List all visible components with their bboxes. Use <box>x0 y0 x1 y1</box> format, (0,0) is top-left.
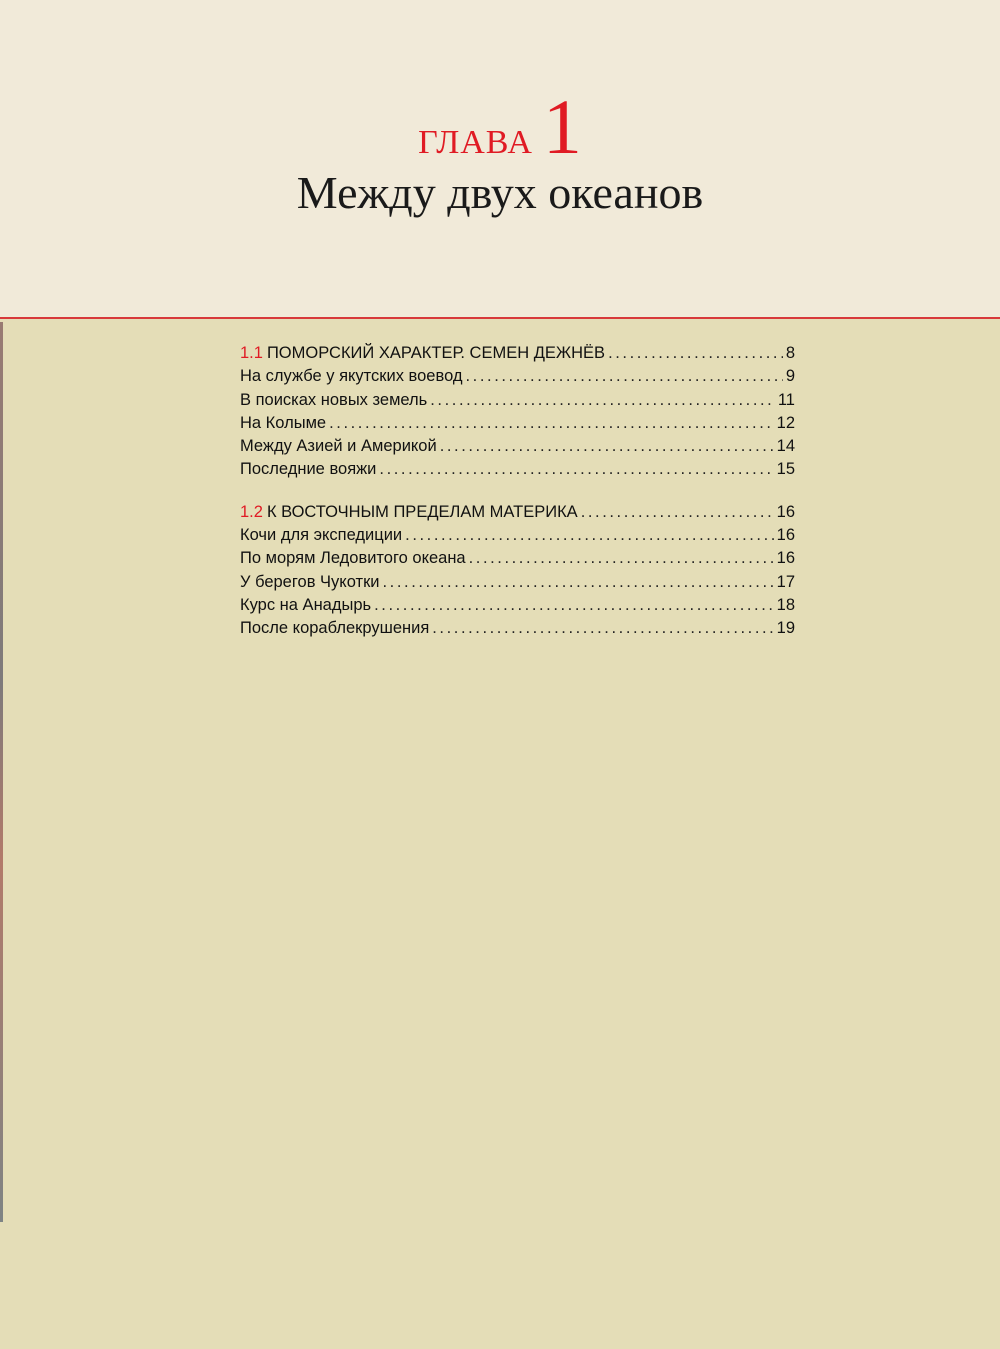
toc-entry[interactable] <box>240 526 795 549</box>
table-of-contents <box>240 344 795 662</box>
page-number: 17 <box>776 572 795 591</box>
page-number: 19 <box>776 619 795 638</box>
toc-section-heading[interactable] <box>240 503 795 526</box>
toc-section-heading[interactable] <box>240 344 795 367</box>
dot-leader <box>581 503 774 522</box>
entry-title: На службе у якутских воевод <box>240 367 463 386</box>
entry-title: Курс на Анадырь <box>240 595 372 614</box>
dot-leader <box>469 549 774 568</box>
section-number: 1.1 <box>240 344 263 362</box>
page-number: 14 <box>776 437 795 456</box>
entry-title: После кораблекрушения <box>240 619 430 638</box>
header-divider <box>0 317 1000 319</box>
chapter-header <box>0 0 1000 317</box>
dot-leader <box>466 367 783 386</box>
page-number: 12 <box>776 413 795 432</box>
section-title: К ВОСТОЧНЫМ ПРЕДЕЛАМ МАТЕРИКА <box>266 502 578 521</box>
dot-leader <box>379 460 773 479</box>
toc-entry[interactable] <box>240 573 795 596</box>
chapter-heading <box>0 83 1000 170</box>
toc-entry[interactable] <box>240 437 795 460</box>
chapter-number: 1 <box>542 83 582 170</box>
page-number: 9 <box>785 367 795 386</box>
section-number: 1.2 <box>240 502 263 521</box>
page-number: 15 <box>776 460 795 479</box>
dot-leader <box>383 573 774 592</box>
entry-title: Кочи для экспедиции <box>240 526 403 545</box>
toc-section-1 <box>240 344 795 484</box>
chapter-title: Между двух океанов <box>296 167 704 218</box>
dot-leader <box>430 391 775 410</box>
entry-title: Последние вояжи <box>240 460 377 479</box>
page-number: 8 <box>785 344 795 362</box>
toc-section-2 <box>240 503 795 643</box>
dot-leader <box>329 414 774 433</box>
toc-entry[interactable] <box>240 414 795 437</box>
dot-leader <box>608 344 783 363</box>
entry-title: В поисках новых земель <box>240 390 428 409</box>
toc-entry[interactable] <box>240 549 795 572</box>
dot-leader <box>432 619 773 638</box>
page-number: 16 <box>776 549 795 568</box>
section-title: ПОМОРСКИЙ ХАРАКТЕР. СЕМЕН ДЕЖНЁВ <box>266 344 606 362</box>
page-number: 16 <box>776 502 795 521</box>
toc-entry[interactable] <box>240 619 795 642</box>
dot-leader <box>440 437 774 456</box>
page-number: 18 <box>776 595 795 614</box>
page-number: 16 <box>776 526 795 545</box>
toc-entry[interactable] <box>240 596 795 619</box>
chapter-label: ГЛАВА <box>418 124 533 161</box>
dot-leader <box>374 596 774 615</box>
entry-title: На Колыме <box>240 413 327 432</box>
dot-leader <box>405 526 773 545</box>
page-edge <box>0 322 3 1222</box>
toc-entry[interactable] <box>240 391 795 414</box>
entry-title: По морям Ледовитого океана <box>240 549 466 568</box>
toc-entry[interactable] <box>240 460 795 483</box>
entry-title: У берегов Чукотки <box>240 572 380 591</box>
page-number: 11 <box>777 390 795 409</box>
entry-title: Между Азией и Америкой <box>240 437 437 456</box>
toc-entry[interactable] <box>240 367 795 390</box>
